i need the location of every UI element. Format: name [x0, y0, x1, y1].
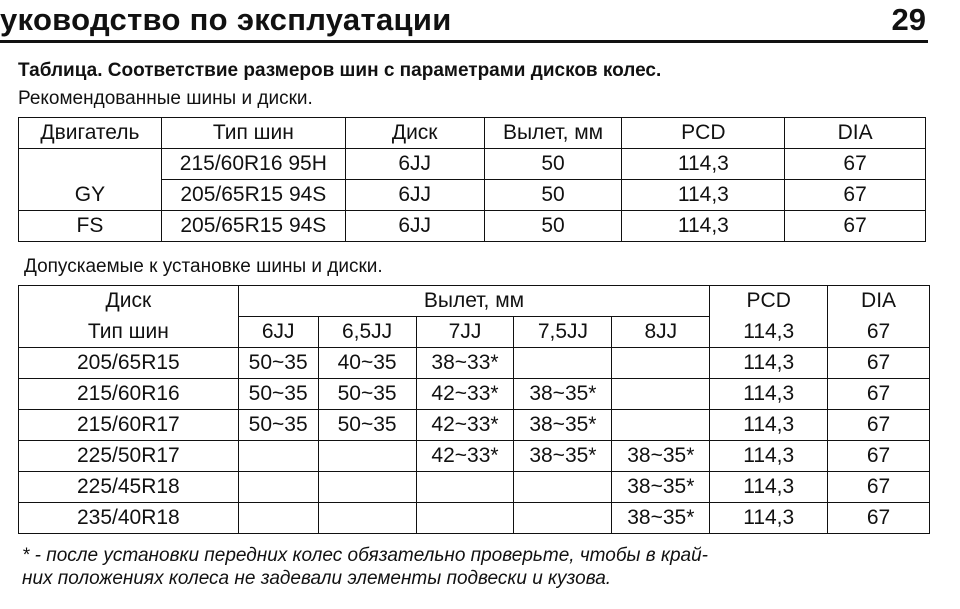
- offset-cell: 38~35*: [612, 441, 710, 472]
- disk-cell: 6JJ: [345, 149, 484, 180]
- offset-cell: 42~33*: [416, 441, 514, 472]
- header-cell: Тип шин: [161, 118, 345, 149]
- width-header: 7JJ: [416, 317, 514, 348]
- table-row: [19, 379, 930, 410]
- offset-cell: [514, 348, 612, 379]
- dia-cell: 67: [785, 180, 926, 211]
- offset-cell: 42~33*: [416, 379, 514, 410]
- offset-cell: [514, 503, 612, 534]
- engine-cell: FS: [19, 211, 162, 242]
- page-header: [0, 0, 928, 44]
- tire-cell: 225/50R17: [19, 441, 239, 472]
- pcd-cell: 114,3: [710, 410, 828, 441]
- header-disk: Диск: [19, 286, 239, 317]
- offset-cell: 38~35*: [612, 472, 710, 503]
- engine-cell: [19, 149, 162, 180]
- offset-cell: 38~35*: [612, 503, 710, 534]
- offset-cell: [612, 379, 710, 410]
- dia-cell: 67: [828, 441, 930, 472]
- header-dia-value: 67: [828, 317, 930, 348]
- table-title: Таблица. Соответствие размеров шин с параметрами дисков колес.: [18, 60, 662, 81]
- offset-cell: 40~35: [318, 348, 416, 379]
- pcd-cell: 114,3: [710, 472, 828, 503]
- header-cell: Диск: [345, 118, 484, 149]
- offset-cell: [238, 441, 318, 472]
- offset-cell: 38~35*: [514, 379, 612, 410]
- dia-cell: 67: [785, 149, 926, 180]
- offset-cell: [318, 503, 416, 534]
- tire-cell: 215/60R16: [19, 379, 239, 410]
- offset-cell: 50: [484, 149, 622, 180]
- pcd-cell: 114,3: [622, 180, 785, 211]
- pcd-cell: 114,3: [622, 211, 785, 242]
- table-header-row: [19, 286, 930, 317]
- offset-cell: 50: [484, 211, 622, 242]
- offset-cell: 38~33*: [416, 348, 514, 379]
- pcd-cell: 114,3: [710, 348, 828, 379]
- header-cell: Вылет, мм: [484, 118, 622, 149]
- dia-cell: 67: [828, 348, 930, 379]
- dia-cell: 67: [828, 472, 930, 503]
- offset-cell: [612, 348, 710, 379]
- offset-cell: 42~33*: [416, 410, 514, 441]
- header-offset: Вылет, мм: [238, 286, 710, 317]
- table-row: [19, 211, 926, 242]
- table-row: [19, 441, 930, 472]
- offset-cell: [318, 441, 416, 472]
- tire-cell: 235/40R18: [19, 503, 239, 534]
- pcd-cell: 114,3: [710, 379, 828, 410]
- table-header-row: [19, 317, 930, 348]
- header-rule: [0, 40, 928, 43]
- offset-cell: [416, 503, 514, 534]
- width-header: 7,5JJ: [514, 317, 612, 348]
- header-dia: DIA: [828, 286, 930, 317]
- header-cell: PCD: [622, 118, 785, 149]
- dia-cell: 67: [828, 503, 930, 534]
- header-pcd: PCD: [710, 286, 828, 317]
- offset-cell: 50~35: [318, 410, 416, 441]
- page-number: 29: [891, 2, 926, 37]
- offset-cell: [416, 472, 514, 503]
- header-title: уководство по эксплуатации: [0, 2, 452, 37]
- offset-cell: 50~35: [318, 379, 416, 410]
- pcd-cell: 114,3: [710, 503, 828, 534]
- permitted-table: [18, 285, 930, 534]
- width-header: 6,5JJ: [318, 317, 416, 348]
- offset-cell: 50~35: [238, 410, 318, 441]
- tire-cell: 215/60R17: [19, 410, 239, 441]
- offset-cell: 50~35: [238, 348, 318, 379]
- table-row: [19, 348, 930, 379]
- table-row: [19, 410, 930, 441]
- dia-cell: 67: [828, 410, 930, 441]
- table-row: [19, 503, 930, 534]
- header-tire: Тип шин: [19, 317, 239, 348]
- engine-cell: GY: [19, 180, 162, 211]
- offset-cell: 38~35*: [514, 441, 612, 472]
- offset-cell: [238, 472, 318, 503]
- permitted-caption: Допускаемые к установке шины и диски.: [24, 256, 383, 277]
- offset-cell: [318, 472, 416, 503]
- offset-cell: [612, 410, 710, 441]
- tire-cell: 205/65R15: [19, 348, 239, 379]
- recommended-caption: Рекомендованные шины и диски.: [18, 88, 313, 109]
- table-row: [19, 472, 930, 503]
- offset-cell: 50~35: [238, 379, 318, 410]
- offset-cell: 38~35*: [514, 410, 612, 441]
- footnote-line: * - после установки передних колес обязательно проверьте, чтобы в край-: [22, 545, 708, 566]
- tire-cell: 215/60R16 95H: [161, 149, 345, 180]
- pcd-cell: 114,3: [710, 441, 828, 472]
- width-header: 6JJ: [238, 317, 318, 348]
- header-cell: Двигатель: [19, 118, 162, 149]
- offset-cell: [238, 503, 318, 534]
- table-header-row: [19, 118, 926, 149]
- dia-cell: 67: [785, 211, 926, 242]
- pcd-cell: 114,3: [622, 149, 785, 180]
- footnote-line: них положениях колеса не задевали элементы подвески и кузова.: [22, 568, 612, 589]
- dia-cell: 67: [828, 379, 930, 410]
- tire-cell: 205/65R15 94S: [161, 180, 345, 211]
- tire-cell: 205/65R15 94S: [161, 211, 345, 242]
- tire-cell: 225/45R18: [19, 472, 239, 503]
- recommended-table: [18, 117, 926, 242]
- header-pcd-value: 114,3: [710, 317, 828, 348]
- table-row: [19, 149, 926, 180]
- width-header: 8JJ: [612, 317, 710, 348]
- table-row: [19, 180, 926, 211]
- offset-cell: [514, 472, 612, 503]
- disk-cell: 6JJ: [345, 180, 484, 211]
- footnote: [22, 544, 708, 590]
- offset-cell: 50: [484, 180, 622, 211]
- disk-cell: 6JJ: [345, 211, 484, 242]
- header-cell: DIA: [785, 118, 926, 149]
